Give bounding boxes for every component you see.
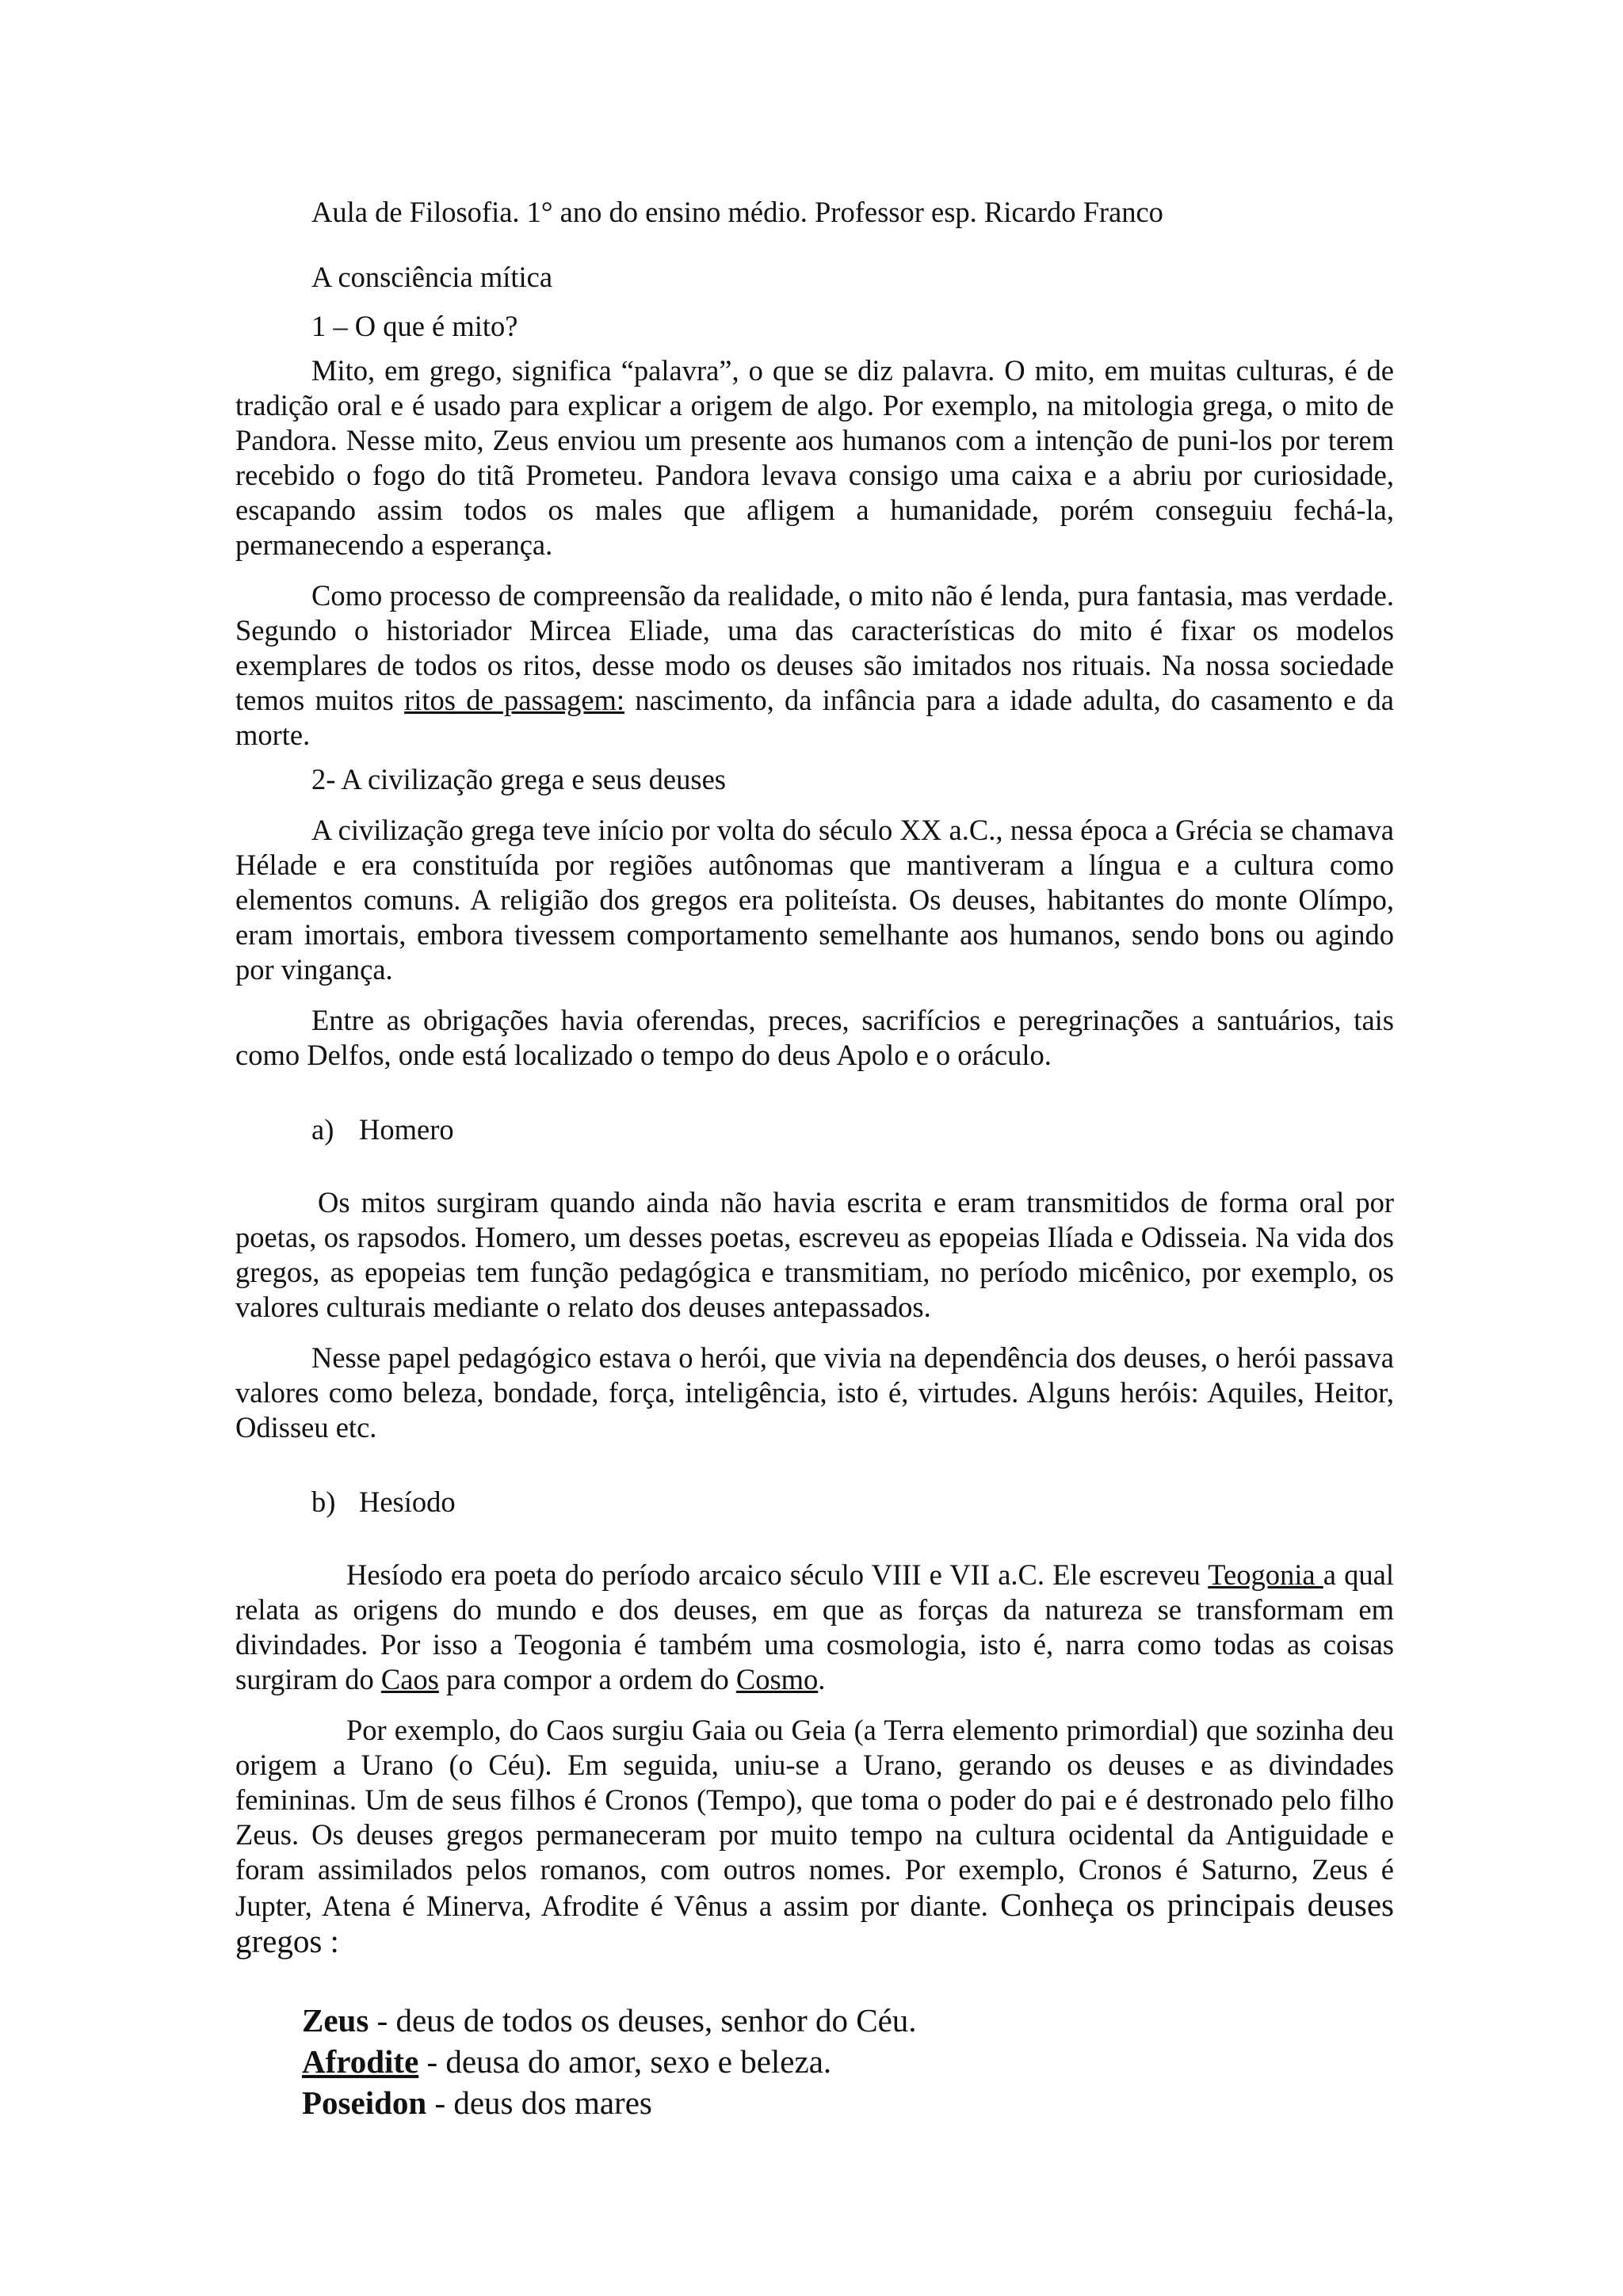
- homero-heading-text: Homero: [359, 1113, 454, 1146]
- section1-heading: 1 – O que é mito?: [311, 310, 518, 342]
- god-name: Poseidon: [302, 2084, 427, 2121]
- hesiodo-paragraph-2: [235, 1713, 1394, 1960]
- god-entry-zeus: [302, 2000, 1394, 2041]
- teogonia-term: Teogonia: [1208, 1558, 1323, 1591]
- section2-paragraph-2: Entre as obrigações havia oferendas, preces, sacrifícios e peregrinações a santuários, tais como Delfos, onde está localizado o tempo do deus Apolo e o oráculo.: [235, 1004, 1394, 1071]
- homero-list-label: a): [311, 1113, 334, 1146]
- homero-paragraph-1: Os mitos surgiram quando ainda não havia escrita e eram transmitidos de forma oral por poetas, os rapsodos. Homero, um desses poetas, escreveu as epopeias Ilíada e Odisseia. Na vida dos gregos, as epopeias tem função pedagógica e transmitiam, no período micênico, por exemplo, os valores culturais mediante o relato dos deuses antepassados.: [235, 1186, 1394, 1323]
- hesiodo-p1-text-c: para compor a ordem do: [438, 1663, 736, 1695]
- god-entry-afrodite: [302, 2041, 1394, 2082]
- homero-paragraph-2: Nesse papel pedagógico estava o herói, que vivia na dependência dos deuses, o herói passava valores como beleza, bondade, força, inteligência, isto é, virtudes. Alguns heróis: Aquiles, Heitor, Odisseu etc.: [235, 1341, 1394, 1444]
- section1-paragraph-2-text-b: nascimento, da infância para a idade adulta, do casamento e da morte.: [235, 684, 1394, 751]
- section2-paragraph-1: A civilização grega teve início por volta do século XX a.C., nessa época a Grécia se chamava Hélade e era constituída por regiões autônomas que mantiveram a língua e a cultura como elementos comuns. A religião dos gregos era politeísta. Os deuses, habitantes do monte Olímpo, eram imortais, embora tivessem comportamento semelhante aos humanos, sendo bons ou agindo por vingança.: [235, 814, 1394, 986]
- god-description: - deus de todos os deuses, senhor do Céu.: [369, 2002, 917, 2039]
- hesiodo-paragraph-1: [235, 1558, 1394, 1697]
- god-description: - deus dos mares: [426, 2084, 652, 2121]
- document-title: A consciência mítica: [311, 261, 553, 293]
- section1-paragraph-2-text-a: Como processo de compreensão da realidade, o mito não é lenda, pura fantasia, mas verdade. Segundo o historiador Mircea Eliade, uma das características do mito é fixar os modelos exemplares de todos os ritos, desse modo os deuses são imitados nos rituais. Na nossa sociedade temos muitos: [235, 579, 1394, 716]
- course-header: Aula de Filosofia. 1° ano do ensino médio. Professor esp. Ricardo Franco: [311, 196, 1163, 228]
- hesiodo-p2-text: Por exemplo, do Caos surgiu Gaia ou Geia (a Terra elemento primordial) que sozinha deu origem a Urano (o Céu). Em seguida, uniu-se a Urano, gerando os deuses e as divindades femininas. Um de seus filhos é Cronos (Tempo), que toma o poder do pai e é destronado pelo filho Zeus. Os deuses gregos permaneceram por muito tempo na cultura ocidental da Antiguidade e foram assimilados pelos romanos, com outros nomes. Por exemplo, Cronos é Saturno, Zeus é Jupter, Atena é Minerva, Afrodite é Vênus a assim por diante.: [235, 1714, 1394, 1922]
- hesiodo-list-label: b): [311, 1486, 336, 1518]
- hesiodo-p1-text-d: .: [818, 1663, 826, 1695]
- hesiodo-p1-text-b: a qual relata as origens do mundo e dos deuses, em que as forças da natureza se transformam em divindades. Por isso a Teogonia é também uma cosmologia, isto é, narra como todas as coisas surgiram do: [235, 1558, 1394, 1695]
- gods-intro-text: Conheça os principais deuses gregos :: [235, 1886, 1394, 1959]
- god-entry-poseidon: [302, 2082, 1394, 2123]
- section2-heading: 2- A civilização grega e seus deuses: [311, 763, 726, 795]
- god-name: Afrodite: [302, 2043, 419, 2080]
- god-name: Zeus: [302, 2002, 369, 2039]
- ritos-de-passagem-term: ritos de passagem:: [404, 684, 625, 716]
- hesiodo-heading-text: Hesíodo: [359, 1486, 456, 1518]
- caos-term: Caos: [380, 1663, 439, 1695]
- hesiodo-heading: [311, 1485, 1394, 1520]
- section1-paragraph-2: [235, 578, 1394, 753]
- gods-list: [302, 2000, 1394, 2123]
- hesiodo-p1-text-a: Hesíodo era poeta do período arcaico século VIII e VII a.C. Ele escreveu: [346, 1558, 1209, 1591]
- section1-paragraph-1: Mito, em grego, significa “palavra”, o que se diz palavra. O mito, em muitas culturas, é de tradição oral e é usado para explicar a origem de algo. Por exemplo, na mitologia grega, o mito de Pandora. Nesse mito, Zeus enviou um presente aos humanos com a intenção de puni-los por terem recebido o fogo do titã Prometeu. Pandora levava consigo uma caixa e a abriu por curiosidade, escapando assim todos os males que afligem a humanidade, porém conseguiu fechá-la, permanecendo a esperança.: [235, 354, 1394, 561]
- homero-heading: [311, 1112, 1394, 1147]
- document-body: [235, 195, 1394, 2123]
- cosmo-term: Cosmo: [735, 1663, 819, 1695]
- god-description: - deusa do amor, sexo e beleza.: [418, 2043, 832, 2080]
